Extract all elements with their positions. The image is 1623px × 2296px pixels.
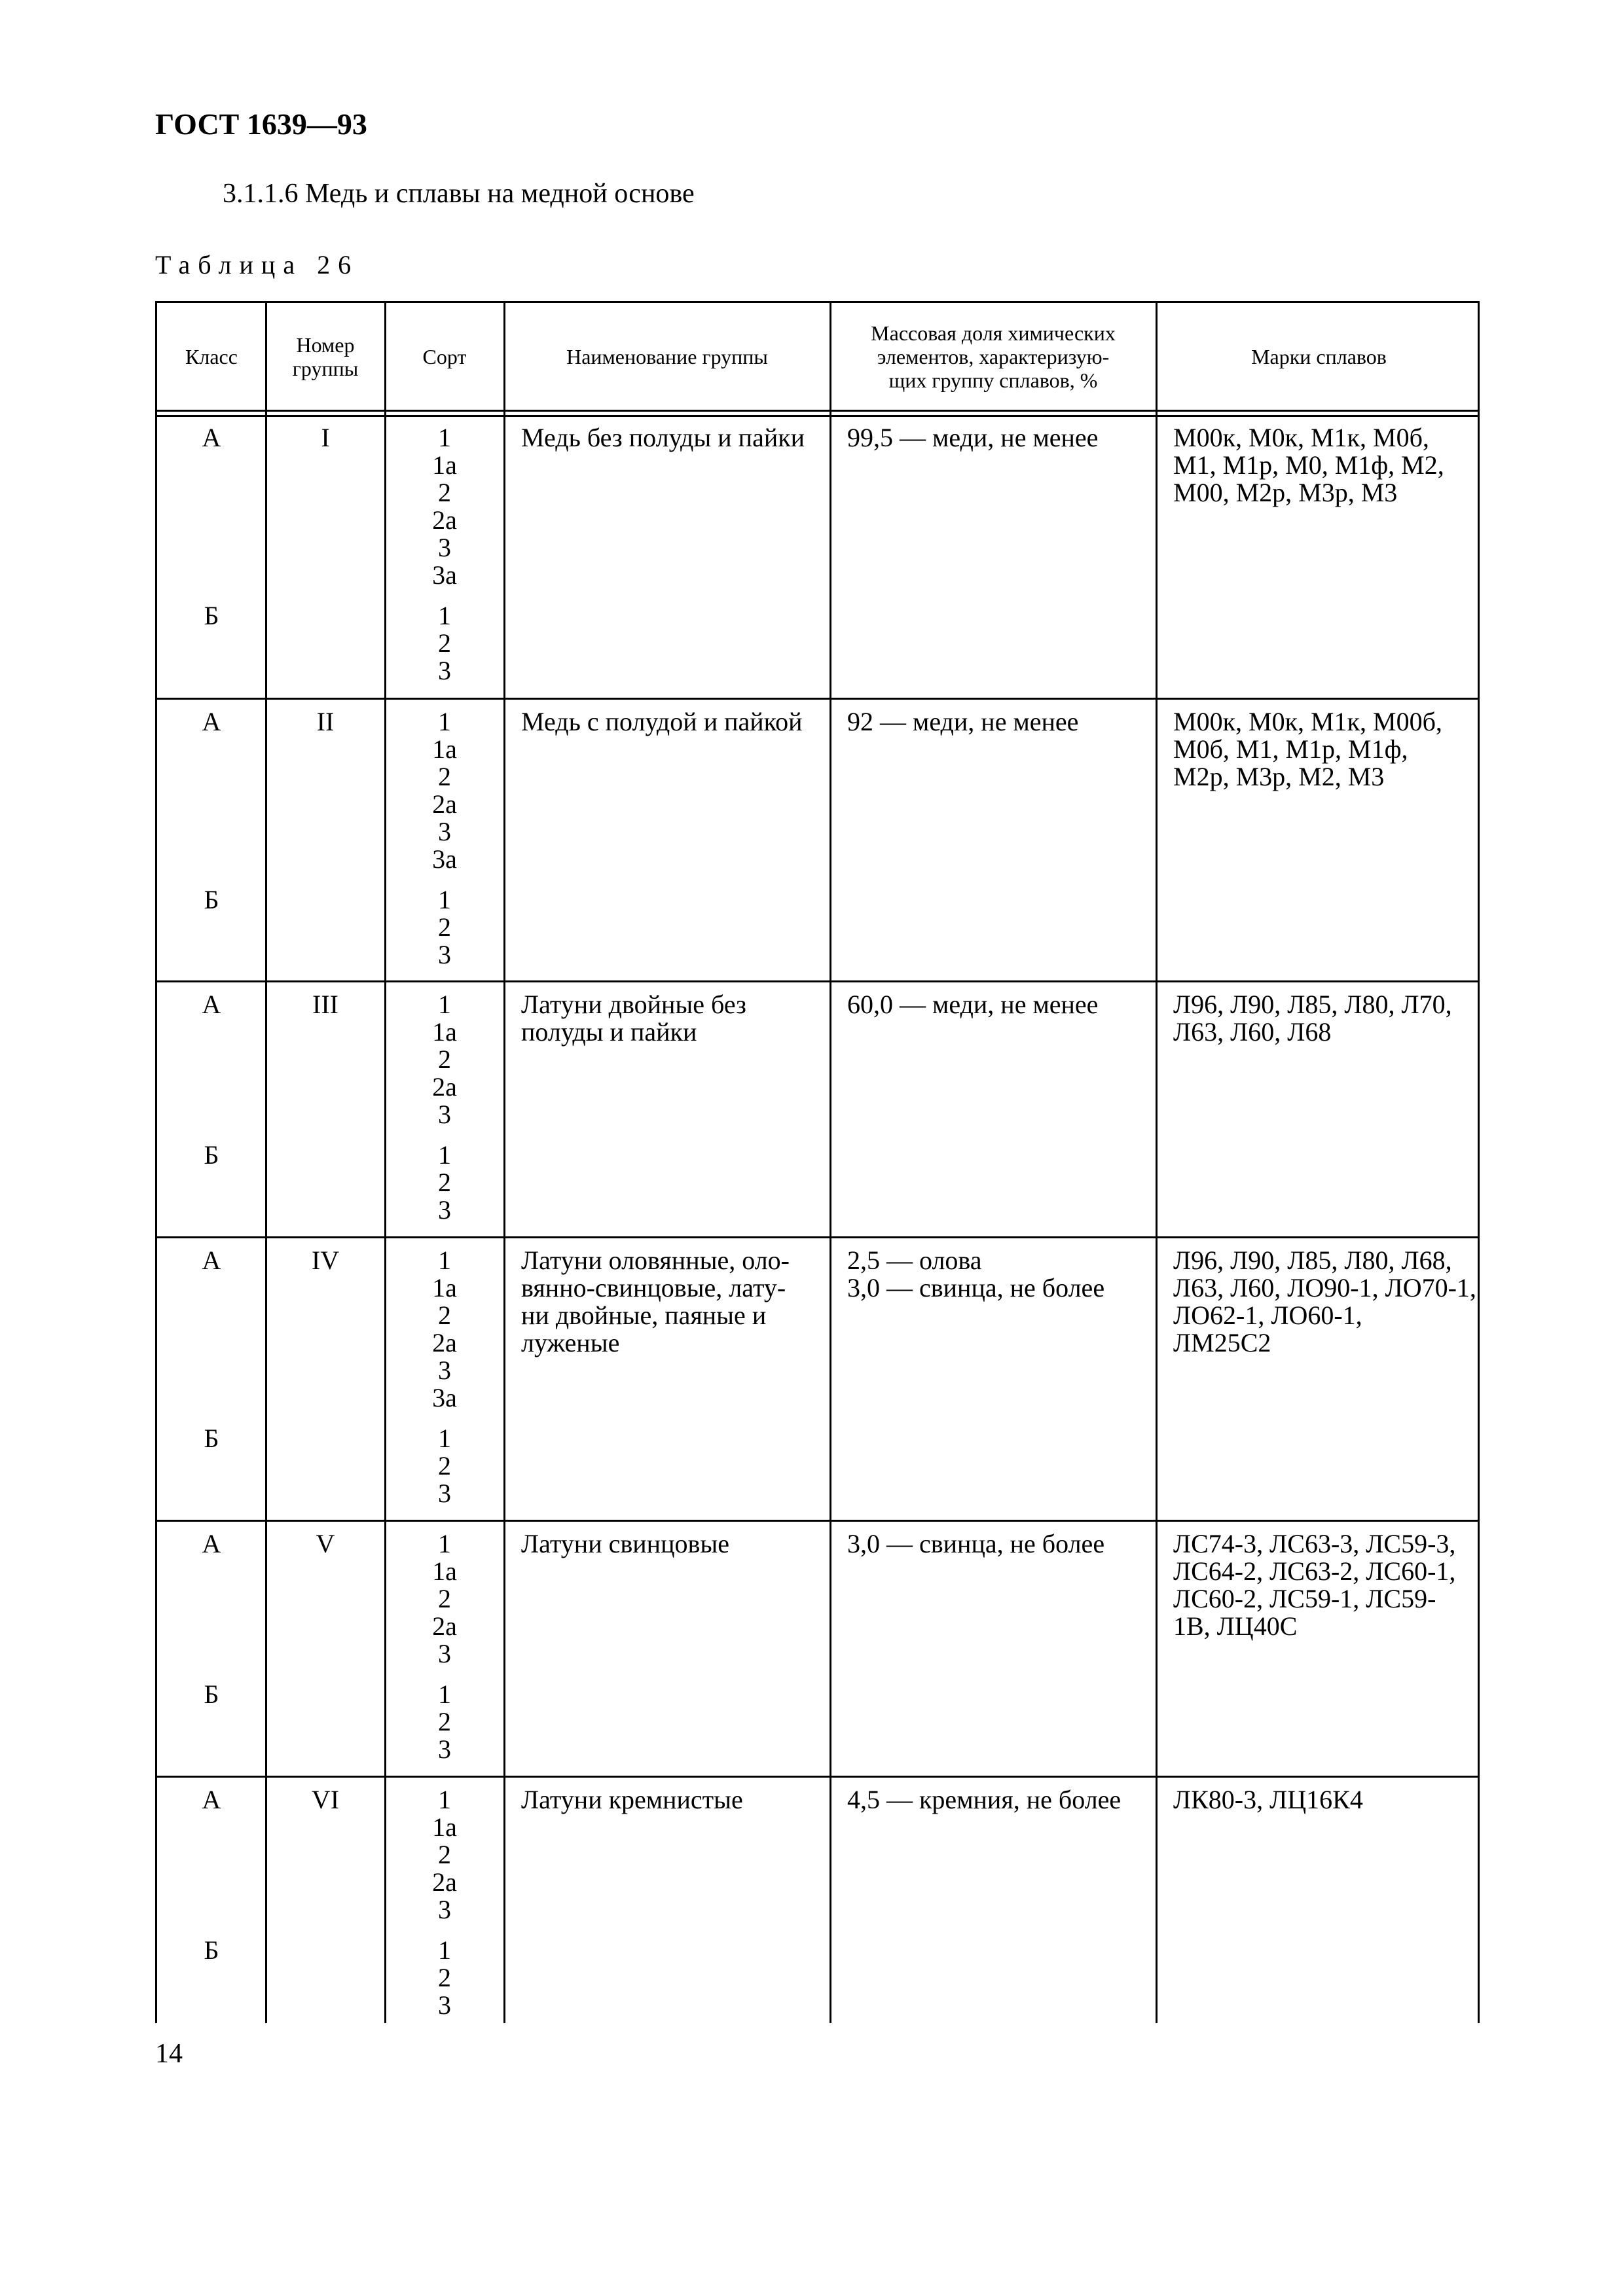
column-header-line: Сорт xyxy=(422,344,467,368)
sort-list-class-b xyxy=(385,1681,504,1763)
alloy-grades-line: М1, М1р, М0, М1ф, М2, xyxy=(1173,450,1444,480)
sort-value: 2а xyxy=(432,1072,457,1102)
sort-value: 3 xyxy=(438,940,451,969)
group-number: III xyxy=(312,990,338,1019)
element-content xyxy=(847,1530,1147,1558)
group-name-line: ни двойные, паяные и xyxy=(521,1300,767,1330)
row-divider xyxy=(157,1776,1478,1778)
sort-value: 2 xyxy=(438,1451,451,1480)
group-name-line: Латуни двойные без xyxy=(521,990,746,1019)
group-name xyxy=(521,1786,818,1814)
sort-value: 2 xyxy=(438,762,451,791)
class-b-label: Б xyxy=(204,1140,219,1170)
sort-value: 2 xyxy=(438,478,451,507)
element-content xyxy=(847,991,1147,1018)
column-header-element-content xyxy=(830,303,1156,410)
sort-value: 1 xyxy=(438,601,451,630)
sort-value: 2 xyxy=(438,1963,451,1992)
sort-list-class-a xyxy=(385,424,504,589)
section-title: 3.1.1.6 Медь и сплавы на медной основе xyxy=(223,179,695,209)
sort-value: 2а xyxy=(432,1328,457,1357)
element-content-line: 92 — меди, не менее xyxy=(847,707,1079,736)
sort-list-class-a xyxy=(385,1530,504,1668)
sort-value: 1 xyxy=(438,1785,451,1814)
group-name xyxy=(521,424,818,452)
class-b-label: Б xyxy=(204,1424,219,1453)
sort-list-class-a xyxy=(385,1786,504,1924)
alloy-grades-line: ЛК80-3, ЛЦ16К4 xyxy=(1173,1785,1363,1814)
sort-value: 1 xyxy=(438,1246,451,1275)
group-name-line: Латуни свинцовые xyxy=(521,1529,729,1558)
page-number: 14 xyxy=(155,2039,183,2069)
alloy-classification-table xyxy=(155,301,1480,2023)
sort-value: 3 xyxy=(438,1355,451,1385)
element-content xyxy=(847,1247,1147,1302)
group-name-line: полуды и пайки xyxy=(521,1017,697,1047)
class-a-label: А xyxy=(202,1246,221,1275)
group-name-line: Медь без полуды и пайки xyxy=(521,423,805,452)
table-caption: Таблица 26 xyxy=(155,250,359,279)
alloy-grades-line: ЛО62-1, ЛО60-1, xyxy=(1173,1300,1362,1330)
sort-value: 1 xyxy=(438,707,451,736)
alloy-grades xyxy=(1173,991,1472,1046)
sort-value: 3 xyxy=(438,656,451,685)
row-divider xyxy=(157,1236,1478,1238)
alloy-grades xyxy=(1173,708,1472,791)
alloy-grades-line: ЛС64-2, ЛС63-2, ЛС60-1, xyxy=(1173,1556,1456,1586)
column-header-line: группы xyxy=(292,356,359,380)
column-header-line: Номер xyxy=(296,332,355,357)
alloy-grades xyxy=(1173,1530,1472,1640)
sort-value: 1а xyxy=(432,734,457,764)
sort-value: 2 xyxy=(438,1840,451,1869)
element-content-line: 2,5 — олова xyxy=(847,1246,982,1275)
column-header-line: Класс xyxy=(185,344,238,368)
sort-value: 2а xyxy=(432,789,457,819)
sort-value: 3 xyxy=(438,1639,451,1668)
sort-value: 1а xyxy=(432,450,457,480)
column-header-alloy-grades xyxy=(1156,303,1482,410)
element-content-line: 3,0 — свинца, не более xyxy=(847,1529,1105,1558)
group-name-line: вянно-свинцовые, лату- xyxy=(521,1273,786,1302)
header-divider xyxy=(157,410,1478,417)
class-b-label: Б xyxy=(204,1679,219,1709)
sort-value: 1 xyxy=(438,1935,451,1965)
sort-value: 3 xyxy=(438,1990,451,2020)
sort-list-class-b xyxy=(385,886,504,969)
sort-value: 1а xyxy=(432,1017,457,1047)
sort-list-class-a xyxy=(385,991,504,1128)
sort-list-class-b xyxy=(385,602,504,685)
class-b-label: Б xyxy=(204,1935,219,1965)
sort-value: 3 xyxy=(438,1895,451,1924)
class-a-label: А xyxy=(202,990,221,1019)
sort-value: 1 xyxy=(438,885,451,914)
sort-value: 1 xyxy=(438,990,451,1019)
alloy-grades-line: Л96, Л90, Л85, Л80, Л70, xyxy=(1173,990,1452,1019)
element-content xyxy=(847,1786,1147,1814)
alloy-grades-line: 1В, ЛЦ40С xyxy=(1173,1611,1298,1641)
sort-value: 2а xyxy=(432,1867,457,1897)
sort-value: 1 xyxy=(438,423,451,452)
group-number: VI xyxy=(311,1785,340,1814)
element-content-line: 4,5 — кремния, не более xyxy=(847,1785,1122,1814)
group-name xyxy=(521,1247,818,1357)
sort-value: 1 xyxy=(438,1140,451,1170)
document-code: ГОСТ 1639—93 xyxy=(155,107,367,141)
alloy-grades-line: ЛС60-2, ЛС59-1, ЛС59- xyxy=(1173,1584,1436,1613)
element-content-line: 3,0 — свинца, не более xyxy=(847,1273,1105,1302)
alloy-grades-line: М0б, М1, М1р, М1ф, xyxy=(1173,734,1408,764)
alloy-grades xyxy=(1173,1786,1472,1814)
sort-list-class-b xyxy=(385,1425,504,1507)
class-a-label: А xyxy=(202,423,221,452)
column-header-line: Массовая доля химических xyxy=(871,321,1116,345)
sort-list-class-a xyxy=(385,708,504,873)
sort-value: 2 xyxy=(438,1168,451,1197)
alloy-grades-line: М00к, М0к, М1к, М00б, xyxy=(1173,707,1442,736)
row-divider xyxy=(157,980,1478,982)
alloy-grades-line: М2р, М3р, М2, М3 xyxy=(1173,762,1385,791)
sort-value: 2а xyxy=(432,505,457,535)
sort-value: 3 xyxy=(438,817,451,846)
sort-value: 1а xyxy=(432,1812,457,1842)
column-header-line: Наименование группы xyxy=(566,344,768,368)
column-header-sort xyxy=(385,303,504,410)
alloy-grades-line: Л63, Л60, ЛО90-1, ЛО70-1, xyxy=(1173,1273,1476,1302)
sort-value: 3 xyxy=(438,533,451,562)
column-divider xyxy=(1156,303,1158,2023)
column-header-line: элементов, характеризую- xyxy=(877,344,1110,368)
sort-list-class-a xyxy=(385,1247,504,1412)
column-header-line: щих группу сплавов, % xyxy=(888,368,1098,392)
sort-value: 1 xyxy=(438,1424,451,1453)
sort-value: 1а xyxy=(432,1556,457,1586)
alloy-grades xyxy=(1173,1246,1476,1357)
class-b-label: Б xyxy=(204,885,219,914)
row-divider xyxy=(157,1520,1478,1522)
sort-value: 1 xyxy=(438,1529,451,1558)
group-name-line: Латуни оловянные, оло- xyxy=(521,1246,790,1275)
group-name xyxy=(521,708,818,736)
sort-value: 2 xyxy=(438,628,451,658)
sort-list-class-b xyxy=(385,1141,504,1224)
alloy-grades xyxy=(1173,424,1472,507)
element-content xyxy=(847,708,1147,736)
sort-value: 2 xyxy=(438,1584,451,1613)
column-header-line: Марки сплавов xyxy=(1251,344,1387,368)
sort-value: 3 xyxy=(438,1479,451,1508)
sort-value: 2 xyxy=(438,1707,451,1736)
row-divider xyxy=(157,698,1478,700)
element-content-line: 99,5 — меди, не менее xyxy=(847,423,1099,452)
group-name xyxy=(521,1530,818,1558)
alloy-grades-line: Л63, Л60, Л68 xyxy=(1173,1017,1332,1047)
group-number: V xyxy=(316,1529,335,1558)
sort-value: 2 xyxy=(438,1300,451,1330)
sort-value: 3 xyxy=(438,1734,451,1764)
group-name-line: Медь с полудой и пайкой xyxy=(521,707,803,736)
class-b-label: Б xyxy=(204,601,219,630)
column-divider xyxy=(830,303,831,2023)
class-a-label: А xyxy=(202,707,221,736)
column-header-group-name xyxy=(504,303,830,410)
sort-value: 3а xyxy=(432,560,457,590)
sort-value: 2а xyxy=(432,1611,457,1641)
alloy-grades-line: ЛМ25С2 xyxy=(1173,1328,1271,1357)
sort-value: 1а xyxy=(432,1273,457,1302)
group-number: I xyxy=(321,423,330,452)
alloy-grades-line: М00к, М0к, М1к, М0б, xyxy=(1173,423,1429,452)
column-header-group xyxy=(266,303,385,410)
alloy-grades-line: М00, М2р, М3р, М3 xyxy=(1173,478,1398,507)
sort-value: 1 xyxy=(438,1679,451,1709)
group-name-line: луженые xyxy=(521,1328,620,1357)
group-name-line: Латуни кремнистые xyxy=(521,1785,743,1814)
sort-value: 2 xyxy=(438,912,451,942)
sort-list-class-b xyxy=(385,1937,504,2019)
sort-value: 3а xyxy=(432,1383,457,1412)
class-a-label: А xyxy=(202,1529,221,1558)
group-number: II xyxy=(316,707,335,736)
group-number: IV xyxy=(311,1246,340,1275)
sort-value: 3а xyxy=(432,844,457,874)
sort-value: 2 xyxy=(438,1045,451,1074)
alloy-grades-line: ЛС74-3, ЛС63-3, ЛС59-3, xyxy=(1173,1529,1456,1558)
element-content xyxy=(847,424,1147,452)
group-name xyxy=(521,991,818,1046)
element-content-line: 60,0 — меди, не менее xyxy=(847,990,1099,1019)
class-a-label: А xyxy=(202,1785,221,1814)
sort-value: 3 xyxy=(438,1100,451,1129)
column-header-class xyxy=(157,303,266,410)
alloy-grades-line: Л96, Л90, Л85, Л80, Л68, xyxy=(1173,1246,1452,1275)
sort-value: 3 xyxy=(438,1195,451,1225)
